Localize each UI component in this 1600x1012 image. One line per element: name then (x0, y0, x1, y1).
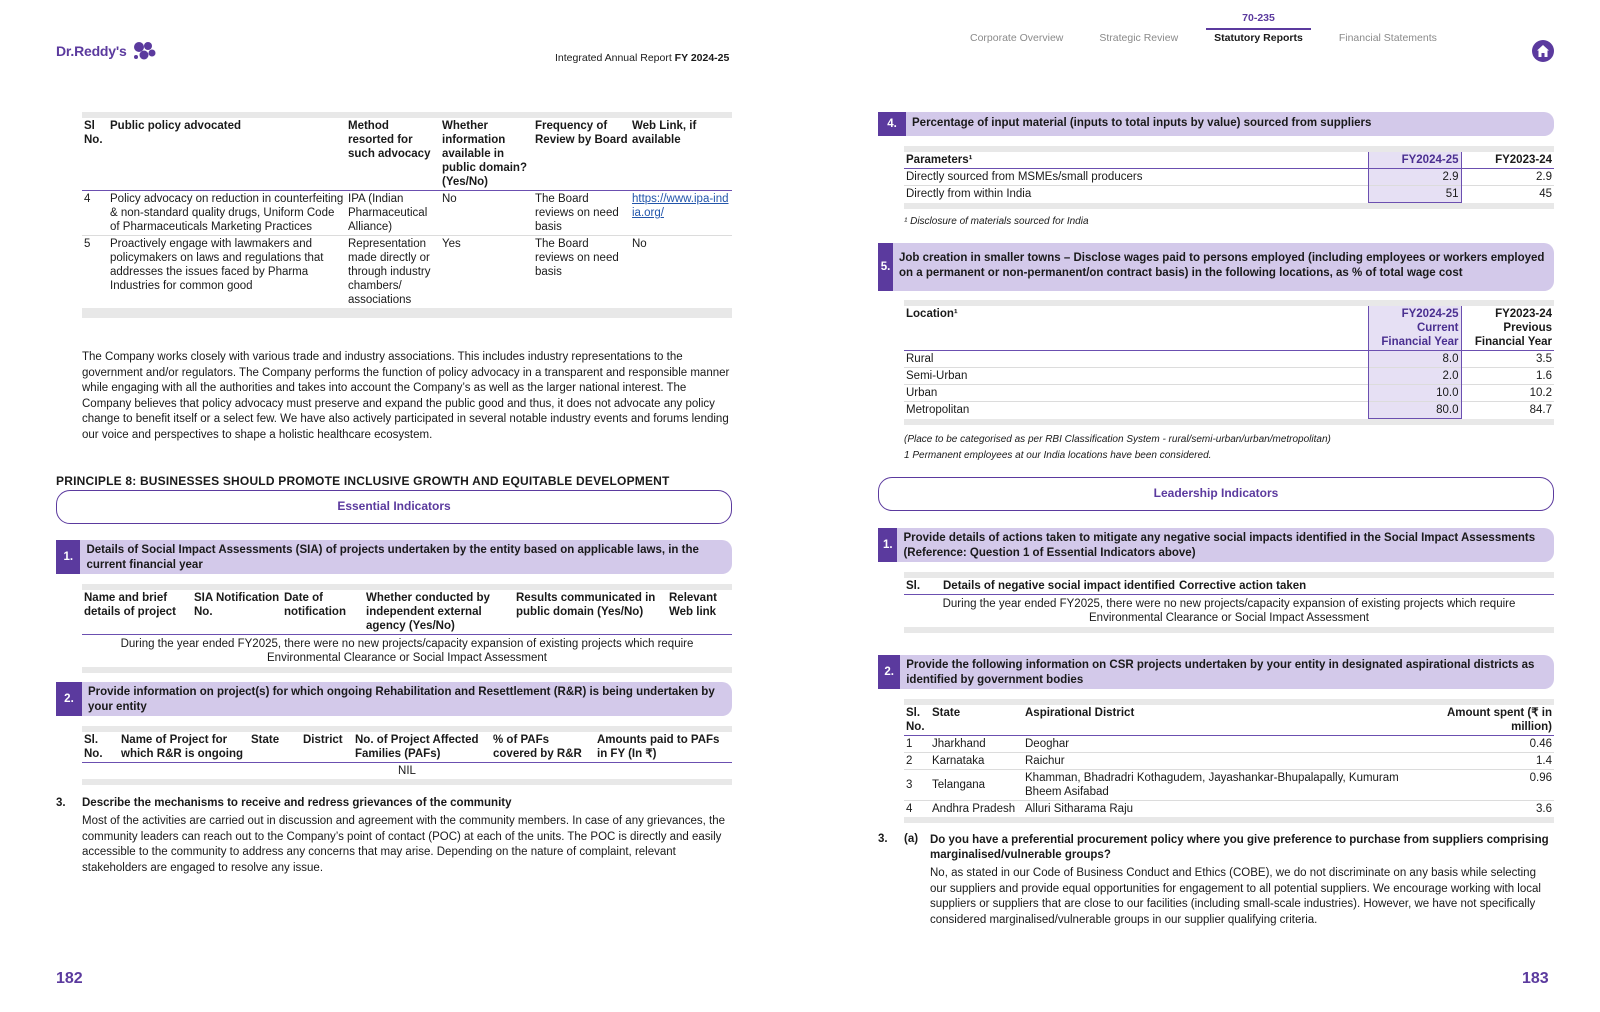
negative-impact-table-wrap (904, 572, 1554, 633)
nav-statutory-reports[interactable] (1214, 12, 1303, 44)
table-row (904, 595, 1554, 628)
col-header: Web Link, if available (632, 120, 697, 146)
cell: Policy advocacy on reduction in counterfeiting & non-standard quality drugs, Uniform Code of Pharmaceuticals Marketing Practices (110, 193, 344, 233)
table-header-row (904, 705, 1554, 736)
cell: 2.0 (1368, 368, 1461, 385)
col-header: No. of Project Affected Families (PAFs) (355, 734, 479, 760)
question-number: 2. (878, 655, 900, 689)
table-row (82, 635, 732, 668)
input-material-table (904, 152, 1554, 203)
cell: 4 (906, 803, 913, 815)
table-header-row (904, 578, 1554, 595)
col-header: Amounts paid to PAFs in FY (In ₹) (597, 734, 720, 760)
col-header: Relevant Web link (669, 592, 717, 618)
input-material-table-wrap (904, 146, 1554, 209)
table-header-row (82, 732, 732, 763)
cell: 2.9 (1536, 171, 1552, 183)
col-header: Date of notification (284, 592, 346, 618)
question-number: 1. (878, 528, 897, 562)
nav-statutory-label: Statutory Reports (1214, 32, 1303, 44)
col-header: Sl. No. (84, 734, 103, 760)
home-button[interactable] (1532, 40, 1554, 62)
wages-table-wrap (904, 300, 1554, 425)
table-row (904, 186, 1554, 203)
cell: Andhra Pradesh (932, 803, 1016, 815)
col-header: FY2024-25 (1368, 152, 1461, 169)
page-number-right: 183 (1522, 970, 1549, 987)
table-row (82, 763, 732, 780)
cell: 80.0 (1368, 402, 1461, 419)
q5-note-rbi: (Place to be categorised as per RBI Classification System - rural/semi-urban/urban/metropolitan) (904, 434, 1331, 445)
cell: 5 (84, 238, 91, 250)
col-header: Whether information available in public domain? (Yes/No) (442, 120, 527, 188)
question-3-title: Describe the mechanisms to receive and redress grievances of the community (82, 797, 512, 809)
col-header: Sl. (906, 580, 921, 592)
table-header-row (82, 590, 732, 635)
question-text: Details of Social Impact Assessments (SIA) of projects undertaken by the entity based on applicable laws, in the current financial year (86, 544, 699, 571)
cell: Telangana (932, 779, 986, 791)
table-row (904, 402, 1554, 419)
cell: The Board reviews on need basis (535, 238, 619, 278)
cell: 0.96 (1529, 772, 1552, 784)
col-header: Name of Project for which R&R is ongoing (121, 734, 244, 760)
q5-footnote: 1 Permanent employees at our India locations have been considered. (904, 450, 1212, 461)
col-header: Frequency of Review by Board (535, 120, 628, 146)
table-row (904, 801, 1554, 818)
col-header: Parameters¹ (906, 154, 973, 166)
question-text: Provide details of actions taken to mitigate any negative social impacts identified in the Social Impact Assessments (Reference: Question 1 of Essential Indicators above) (903, 532, 1536, 559)
question-5-bar (878, 243, 1554, 291)
nav-strategic-review[interactable]: Strategic Review (1099, 32, 1179, 44)
q4-footnote: ¹ Disclosure of materials sourced for India (904, 216, 1089, 227)
col-header: Method resorted for such advocacy (348, 120, 431, 160)
company-logo[interactable] (56, 40, 157, 62)
col-header: Sl No. (84, 120, 103, 146)
no-projects-note: During the year ended FY2025, there were no new projects/capacity expansion of existing projects which require Environmental Clearance or Social Impact Assessment (942, 598, 1516, 624)
cell: Rural (906, 353, 934, 365)
cell: 3.6 (1536, 803, 1552, 815)
policy-advocacy-table-wrap (82, 112, 732, 318)
leadership-question-1-bar (878, 528, 1554, 562)
col-header: State (932, 707, 961, 719)
question-3-number: 3. (56, 797, 66, 809)
table-row (904, 368, 1554, 385)
page-number-left: 182 (56, 970, 83, 987)
logo-mark-icon (131, 40, 157, 62)
nav-active-indicator (1206, 28, 1311, 30)
cell: No (442, 193, 457, 205)
cell: Proactively engage with lawmakers and policymakers on laws and regulations that addresses the issues faced by Pharma Industries for common good (110, 238, 324, 292)
question-3-answer: Most of the activities are carried out in discussion and agreement with the community members. In case of any grievances, the community leaders can reach out to the Company’s point of contact (POC) at each of the units. The POC is directly and easily accessible to the community to address any concerns that may arise. Depending on the nature of complaint, relevant stakeholders are engaged to resolve any issue. (82, 815, 726, 874)
table-row (904, 770, 1554, 801)
essential-indicators-header: Essential Indicators (56, 490, 732, 524)
col-header: Name and brief details of project (84, 592, 177, 618)
leadership-question-2-bar (878, 655, 1554, 689)
cell: 1 (906, 738, 913, 750)
col-header: State (251, 734, 280, 746)
nil-note: NIL (398, 765, 416, 777)
cell: Alluri Sitharama Raju (1025, 803, 1134, 815)
table-row (82, 191, 732, 236)
cell: 1.4 (1536, 755, 1552, 767)
policy-advocacy-table (82, 118, 732, 308)
question-4-bar (878, 112, 1554, 136)
cell: 10.0 (1368, 385, 1461, 402)
table-row (904, 736, 1554, 753)
cell: 3.5 (1536, 353, 1552, 365)
question-number: 2. (56, 682, 82, 716)
cell: 4 (84, 193, 91, 205)
report-title: Integrated Annual Report FY 2024-25 (555, 52, 730, 64)
nav-page-range: 70-235 (1242, 12, 1275, 24)
section-nav (970, 12, 1437, 44)
cell: 51 (1368, 186, 1461, 203)
cell: Yes (442, 238, 461, 250)
cell: IPA (Indian Pharmaceutical Alliance) (348, 193, 428, 233)
table-header-row (904, 306, 1554, 351)
question-text: Provide the following information on CSR projects undertaken by your entity in designated aspirational districts as identified by government bodies (906, 659, 1535, 686)
col-header: FY2023-24 (1495, 154, 1552, 166)
cell: 3 (906, 779, 913, 791)
col-header: % of PAFs covered by R&R (493, 734, 582, 760)
cell: 2 (906, 755, 913, 767)
col-header-current: FY2024-25 Current Financial Year (1368, 306, 1461, 351)
cell: Karnataka (932, 755, 985, 767)
no-projects-note: During the year ended FY2025, there were no new projects/capacity expansion of existing projects which require Environmental Clearance or Social Impact Assessment (120, 638, 694, 664)
table-row (82, 236, 732, 309)
cell: Metropolitan (906, 404, 970, 416)
question-1-bar (56, 540, 732, 574)
cell: Directly sourced from MSMEs/small producers (906, 171, 1143, 183)
col-header: District (303, 734, 343, 746)
table-row (904, 169, 1554, 186)
col-header-previous: FY2023-24 Previous Financial Year (1474, 308, 1552, 348)
cell: 8.0 (1368, 351, 1461, 368)
col-header: Corrective action taken (1179, 580, 1307, 592)
ipa-web-link[interactable]: https://www.ipa-india.org/ (632, 193, 729, 219)
cell: 0.46 (1529, 738, 1552, 750)
col-header: Sl. No. (906, 707, 925, 733)
question-number: 1. (56, 540, 80, 574)
table-row (904, 351, 1554, 368)
cell: 2.9 (1368, 169, 1461, 186)
csr-table-wrap (904, 699, 1554, 823)
rr-table-wrap (82, 726, 732, 785)
table-header-row (82, 118, 732, 191)
leadership-question-3-sub: (a) (904, 833, 919, 845)
question-text: Job creation in smaller towns – Disclose wages paid to persons employed (including employees or workers employed on a permanent or non-permanent/on contract basis) in the following locations, as % of total wage cost (898, 252, 1545, 279)
col-header: SIA Notification No. (194, 592, 280, 618)
cell: The Board reviews on need basis (535, 193, 619, 233)
home-icon (1536, 44, 1550, 58)
table-header-row (904, 152, 1554, 169)
cell: Urban (906, 387, 938, 399)
sia-table (82, 590, 732, 667)
nav-financial-statements[interactable]: Financial Statements (1338, 32, 1437, 44)
cell: 84.7 (1529, 404, 1552, 416)
cell: Semi-Urban (906, 370, 968, 382)
table-row (904, 753, 1554, 770)
question-number: 5. (878, 243, 893, 291)
question-text: Percentage of input material (inputs to total inputs by value) sourced from suppliers (912, 117, 1372, 129)
negative-impact-table (904, 578, 1554, 627)
cell: 45 (1539, 188, 1552, 200)
leadership-question-3-title: Do you have a preferential procurement policy where you give preference to purchase from suppliers comprising marginalised/vulnerable groups? (930, 834, 1549, 861)
col-header: Results communicated in public domain (Yes/No) (516, 592, 656, 618)
col-header: Amount spent (₹ in million) (1446, 707, 1552, 733)
leadership-question-3-number: 3. (878, 833, 888, 845)
question-2-bar (56, 682, 732, 716)
cell: 10.2 (1529, 387, 1552, 399)
col-header: Public policy advocated (110, 120, 242, 132)
nav-corporate-overview[interactable]: Corporate Overview (970, 32, 1064, 44)
logo-text: Dr.Reddy's (56, 43, 127, 59)
col-header: Location¹ (906, 308, 958, 320)
policy-paragraph: The Company works closely with various trade and industry associations. This includes industry representations to the government and/or regulators. The Company performs the function of policy advocacy in a transparent and responsible manner while engaging with all the authorities and takes into account the Company’s as well as the larger national interest. The Company believes that policy advocacy must preserve and expand the public good and thus, it does not advocate any policy change to benefit itself or a select few. We have also actively participated in several notable industry events and forums lending our voice and perspectives to shape a holistic healthcare ecosystem. (82, 351, 730, 441)
leadership-indicators-header: Leadership Indicators (878, 477, 1554, 511)
cell: Directly from within India (906, 188, 1032, 200)
cell: Representation made directly or through industry chambers/ associations (348, 238, 431, 306)
cell: Khamman, Bhadradri Kothagudem, Jayashankar-Bhupalapally, Kumuram Bheem Asifabad (1025, 772, 1399, 798)
rr-table (82, 732, 732, 779)
cell: Deoghar (1025, 738, 1070, 750)
principle-8-title: PRINCIPLE 8: BUSINESSES SHOULD PROMOTE INCLUSIVE GROWTH AND EQUITABLE DEVELOPMENT (56, 474, 670, 488)
cell: 1.6 (1536, 370, 1552, 382)
leadership-question-3-answer: No, as stated in our Code of Business Conduct and Ethics (COBE), we do not discriminate on any basis while selecting our suppliers and provide equal opportunities for engagement to all potential suppliers. We encourage working with local suppliers or suppliers that are close to our facilities (including small-scale industries). However, we have not specifically considered marginalised/vulnerable groups in our supplier qualifying criteria. (930, 867, 1541, 926)
cell: Jharkhand (932, 738, 986, 750)
csr-table (904, 705, 1554, 817)
question-number: 4. (878, 112, 906, 136)
col-header: Whether conducted by independent external agency (Yes/No) (366, 592, 490, 632)
question-text: Provide information on project(s) for which ongoing Rehabilitation and Resettlement (R&R) is being undertaken by your entity (87, 686, 715, 713)
cell: No (632, 238, 647, 250)
table-row (904, 385, 1554, 402)
cell: Raichur (1025, 755, 1065, 767)
wages-table (904, 306, 1554, 419)
col-header: Aspirational District (1025, 707, 1135, 719)
col-header: Details of negative social impact identified (943, 580, 1175, 592)
sia-table-wrap (82, 584, 732, 673)
